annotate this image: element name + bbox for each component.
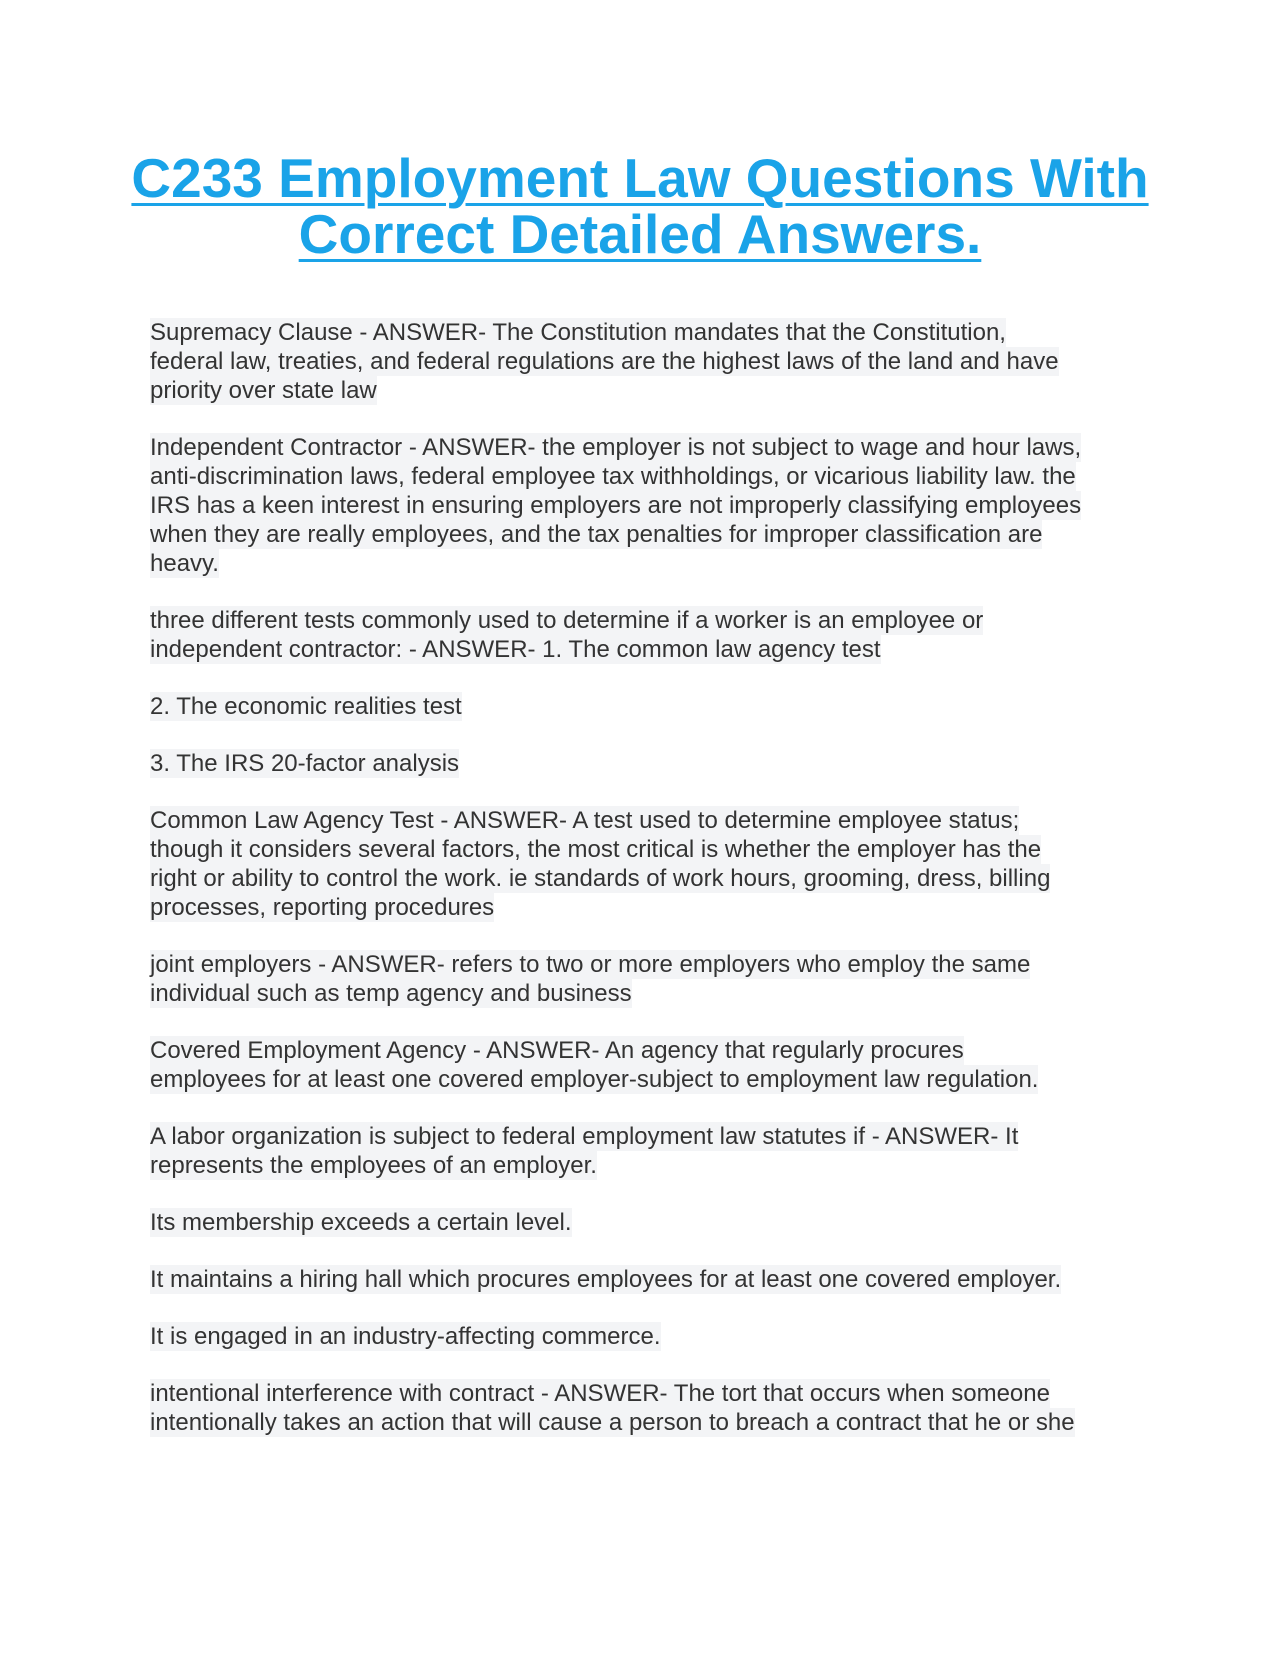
document-title [130, 147, 1150, 265]
text-line: intentional interference with contract - ANSWER- The tort that occurs when someone [150, 1380, 1050, 1407]
text-line: individual such as temp agency and business [150, 980, 632, 1007]
text-line: IRS has a keen interest in ensuring employers are not improperly classifying employees [150, 492, 1082, 519]
text-line: 3. The IRS 20-factor analysis [150, 750, 460, 777]
text-line: 2. The economic realities test [150, 693, 462, 720]
text-line: federal law, treaties, and federal regulations are the highest laws of the land and have [150, 348, 1059, 375]
qa-joint-employers [150, 950, 1150, 1008]
text-line: right or ability to control the work. ie standards of work hours, grooming, dress, billing [150, 865, 1051, 892]
text-line: though it considers several factors, the most critical is whether the employer has the [150, 836, 1042, 863]
qa-supremacy-clause [150, 318, 1150, 405]
text-line: Supremacy Clause - ANSWER- The Constitution mandates that the Constitution, [150, 319, 1006, 346]
text-line: intentionally takes an action that will cause a person to breach a contract that he or she [150, 1409, 1075, 1436]
text-line: It maintains a hiring hall which procures employees for at least one covered employer. [150, 1266, 1062, 1293]
text-line: three different tests commonly used to determine if a worker is an employee or [150, 607, 984, 634]
title-line-2[interactable]: Correct Detailed Answers. [298, 203, 982, 265]
text-line: Its membership exceeds a certain level. [150, 1209, 572, 1236]
qa-independent-contractor [150, 433, 1150, 578]
text-line: joint employers - ANSWER- refers to two or more employers who employ the same [150, 951, 1031, 978]
document-body [150, 318, 1150, 1465]
text-line: employees for at least one covered employer-subject to employment law regulation. [150, 1066, 1039, 1093]
list-item-economic-realities [150, 692, 1150, 721]
qa-intentional-interference [150, 1379, 1150, 1437]
text-line: Independent Contractor - ANSWER- the employer is not subject to wage and hour laws, [150, 434, 1082, 461]
text-line: when they are really employees, and the tax penalties for improper classification are [150, 521, 1043, 548]
text-line: heavy. [150, 550, 219, 577]
qa-labor-organization [150, 1122, 1150, 1180]
text-line: Covered Employment Agency - ANSWER- An agency that regularly procures [150, 1037, 964, 1064]
qa-covered-employment-agency [150, 1036, 1150, 1094]
text-line: represents the employees of an employer. [150, 1152, 597, 1179]
qa-common-law-agency-test [150, 806, 1150, 922]
title-line-1[interactable]: C233 Employment Law Questions With [131, 147, 1149, 209]
text-line: independent contractor: - ANSWER- 1. The common law agency test [150, 636, 881, 663]
text-line: processes, reporting procedures [150, 894, 495, 921]
list-item-commerce [150, 1322, 1150, 1351]
text-line: priority over state law [150, 377, 377, 404]
text-line: Common Law Agency Test - ANSWER- A test used to determine employee status; [150, 807, 1020, 834]
text-line: It is engaged in an industry-affecting commerce. [150, 1323, 661, 1350]
list-item-membership [150, 1208, 1150, 1237]
text-line: A labor organization is subject to federal employment law statutes if - ANSWER- It [150, 1123, 1019, 1150]
list-item-hiring-hall [150, 1265, 1150, 1294]
list-item-irs-analysis [150, 749, 1150, 778]
text-line: anti-discrimination laws, federal employee tax withholdings, or vicarious liability law. the [150, 463, 1076, 490]
qa-three-tests [150, 606, 1150, 664]
